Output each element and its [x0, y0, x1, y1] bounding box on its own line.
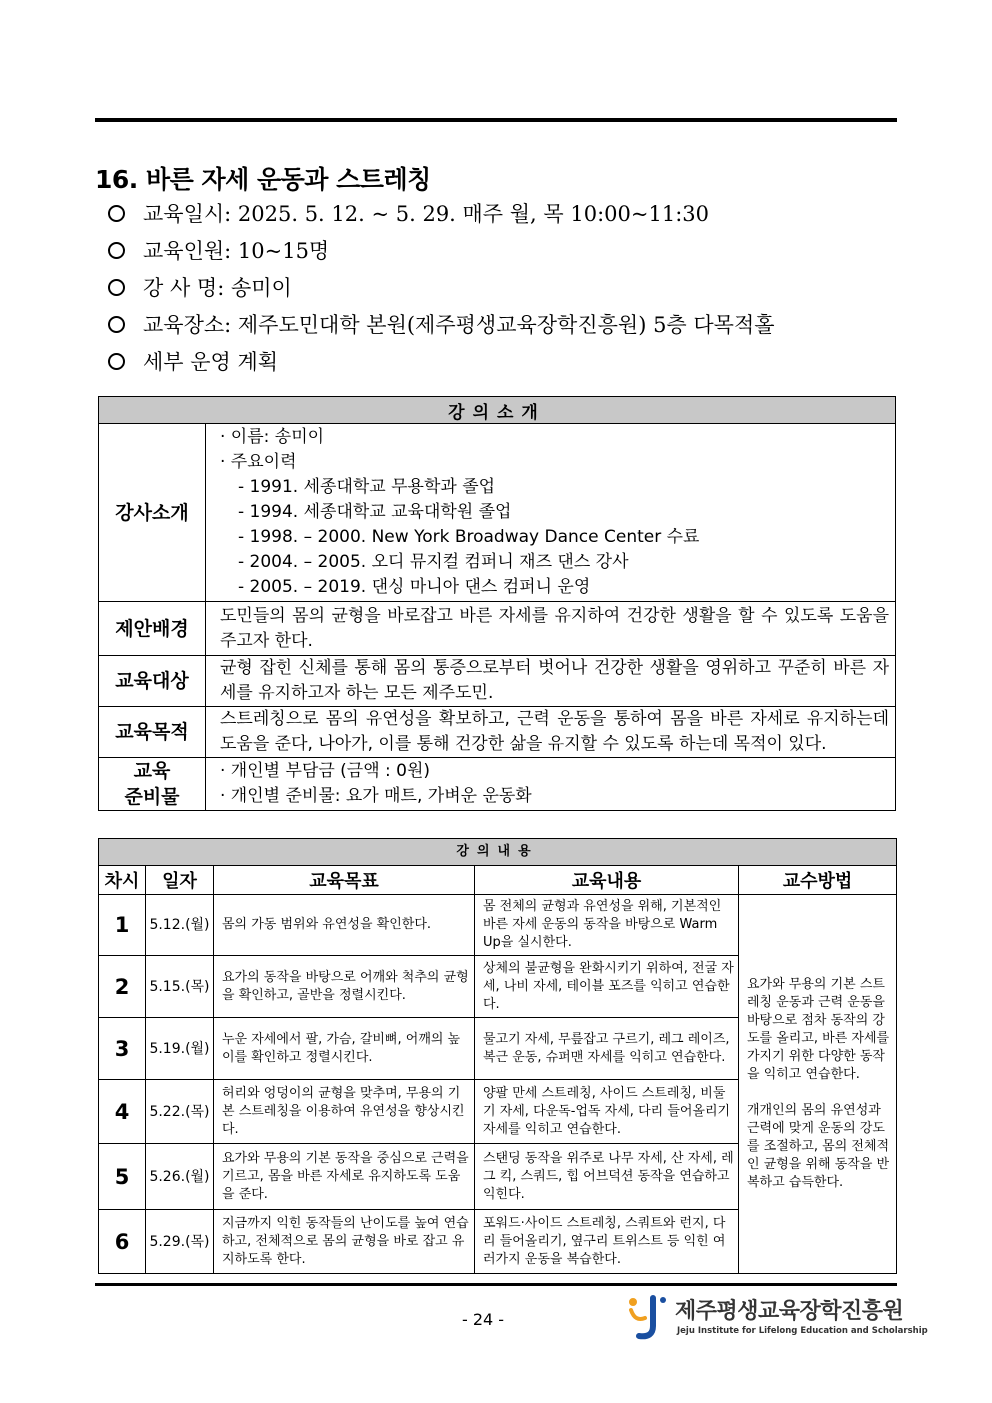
session-content: 상체의 불균형을 완화시키기 위하여, 전굴 자세, 나비 자세, 테이블 포즈를 익히고 연습한다.	[475, 956, 739, 1018]
session-number: 4	[99, 1080, 146, 1144]
session-goal: 요가와 무용의 기본 동작을 중심으로 근력을 기르고, 몸을 바른 자세로 유지하도록 도움을 준다.	[214, 1144, 475, 1210]
session-date: 5.29.(목)	[146, 1210, 214, 1274]
instructor-label: 강사소개	[99, 424, 206, 602]
bullet-instructor: 강 사 명: 송미이	[108, 270, 775, 307]
session-content: 물고기 자세, 무릎잡고 구르기, 레그 레이즈, 복근 운동, 슈퍼맨 자세를 익히고 연습한다.	[475, 1018, 739, 1080]
institute-logo	[625, 1292, 928, 1344]
prep-label: 교육 준비물	[99, 758, 206, 811]
target-text: 균형 잡힌 신체를 통해 몸의 통증으로부터 벗어나 건강한 생활을 영위하고 꾸준히 바른 자세를 유지하고자 하는 모든 제주도민.	[206, 656, 896, 707]
institute-name: 제주평생교육장학진흥원	[675, 1299, 904, 1324]
session-number: 1	[99, 895, 146, 956]
col-goal: 교육목표	[214, 866, 475, 895]
session-date: 5.19.(월)	[146, 1018, 214, 1080]
institute-name-english: Jeju Institute for Lifelong Education and Scholarship	[677, 1326, 928, 1336]
session-goal: 누운 자세에서 팔, 가슴, 갈비뼈, 어깨의 높이를 확인하고 정렬시킨다.	[214, 1018, 475, 1080]
session-date: 5.22.(목)	[146, 1080, 214, 1144]
top-rule	[95, 118, 897, 122]
session-number: 3	[99, 1018, 146, 1080]
session-date: 5.12.(월)	[146, 895, 214, 956]
purpose-label: 교육목적	[99, 707, 206, 758]
circle-bullet-icon	[108, 205, 125, 222]
circle-bullet-icon	[108, 242, 125, 259]
info-bullets	[108, 196, 775, 381]
circle-bullet-icon	[108, 279, 125, 296]
session-goal: 몸의 가동 범위와 유연성을 확인한다.	[214, 895, 475, 956]
col-session: 차시	[99, 866, 146, 895]
intro-header: 강의소개	[99, 397, 896, 424]
session-date: 5.15.(목)	[146, 956, 214, 1018]
circle-bullet-icon	[108, 316, 125, 333]
session-content: 스탠딩 동작을 위주로 나무 자세, 산 자세, 레그 킥, 스쿼드, 힙 어브덕션 동작을 연습하고 익힌다.	[475, 1144, 739, 1210]
prep-body: · 개인별 부담금 (금액 : 0원) · 개인별 준비물: 요가 매트, 가벼운 운동화	[206, 758, 896, 811]
bullet-location: 교육장소: 제주도민대학 본원(제주평생교육장학진흥원) 5층 다목적홀	[108, 307, 775, 344]
session-goal: 요가의 동작을 바탕으로 어깨와 척추의 균형을 확인하고, 골반을 정렬시킨다.	[214, 956, 475, 1018]
lecture-header: 강의내용	[99, 839, 897, 866]
section-title: 16. 바른 자세 운동과 스트레칭	[95, 165, 431, 194]
bullet-plan: 세부 운영 계획	[108, 344, 775, 381]
session-number: 5	[99, 1144, 146, 1210]
teaching-method: 요가와 무용의 기본 스트레칭 운동과 근력 운동을 바탕으로 점차 동작의 강도를 올리고, 바른 자세를 가지기 위한 다양한 동작을 익히고 연습한다. 개개인의 몸의 유연성과 근력에 맞게 운동의 강도를 조절하고, 몸의 전체적인 균형을 위해 동작을 반복하고 습득한다.	[739, 895, 897, 1274]
bullet-capacity: 교육인원: 10~15명	[108, 233, 775, 270]
session-goal: 지금까지 익힌 동작들의 난이도를 높여 연습하고, 전체적으로 몸의 균형을 바로 잡고 유지하도록 한다.	[214, 1210, 475, 1274]
purpose-text: 스트레칭으로 몸의 유연성을 확보하고, 근력 운동을 통하여 몸을 바른 자세로 유지하는데 도움을 준다, 나아가, 이를 통해 건강한 삶을 유지할 수 있도록 하는데 목적이 있다.	[206, 707, 896, 758]
page-number: - 24 -	[462, 1310, 505, 1329]
background-text: 도민들의 몸의 균형을 바로잡고 바른 자세를 유지하여 건강한 생활을 할 수 있도록 도움을 주고자 한다.	[206, 602, 896, 656]
bullet-schedule: 교육일시: 2025. 5. 12. ~ 5. 29. 매주 월, 목 10:00~11:30	[108, 196, 775, 233]
session-content: 몸 전체의 균형과 유연성을 위해, 기본적인 바른 자세 운동의 동작을 바탕으로 Warm Up을 실시한다.	[475, 895, 739, 956]
session-date: 5.26.(월)	[146, 1144, 214, 1210]
session-number: 6	[99, 1210, 146, 1274]
instructor-body: · 이름: 송미이 · 주요이력 - 1991. 세종대학교 무용학과 졸업 - 1994. 세종대학교 교육대학원 졸업 - 1998. – 2000. New York Broadway Dance Center 수료 - 2004. – 2005. 오디 뮤지컬 컴퍼니 재즈 댄스 강사 - 2005. – 2019. 댄싱 마니아 댄스 컴퍼니 운영	[206, 424, 896, 602]
session-content: 양팔 만세 스트레칭, 사이드 스트레칭, 비둘기 자세, 다운독-업독 자세, 다리 들어올리기 자세를 익히고 연습한다.	[475, 1080, 739, 1144]
col-method: 교수방법	[739, 866, 897, 895]
table-row	[99, 895, 897, 956]
session-goal: 허리와 엉덩이의 균형을 맞추며, 무용의 기본 스트레칭을 이용하여 유연성을 향상시킨다.	[214, 1080, 475, 1144]
session-content: 포워드·사이드 스트레칭, 스쿼트와 런지, 다리 들어올리기, 옆구리 트위스트 등 익힌 여러가지 운동을 복습한다.	[475, 1210, 739, 1274]
lecture-content-table	[98, 838, 897, 1274]
session-number: 2	[99, 956, 146, 1018]
col-content: 교육내용	[475, 866, 739, 895]
col-date: 일자	[146, 866, 214, 895]
institute-emblem-icon	[625, 1292, 671, 1342]
target-label: 교육대상	[99, 656, 206, 707]
background-label: 제안배경	[99, 602, 206, 656]
circle-bullet-icon	[108, 353, 125, 370]
lecture-intro-table	[98, 396, 896, 811]
bottom-rule	[95, 1283, 897, 1286]
